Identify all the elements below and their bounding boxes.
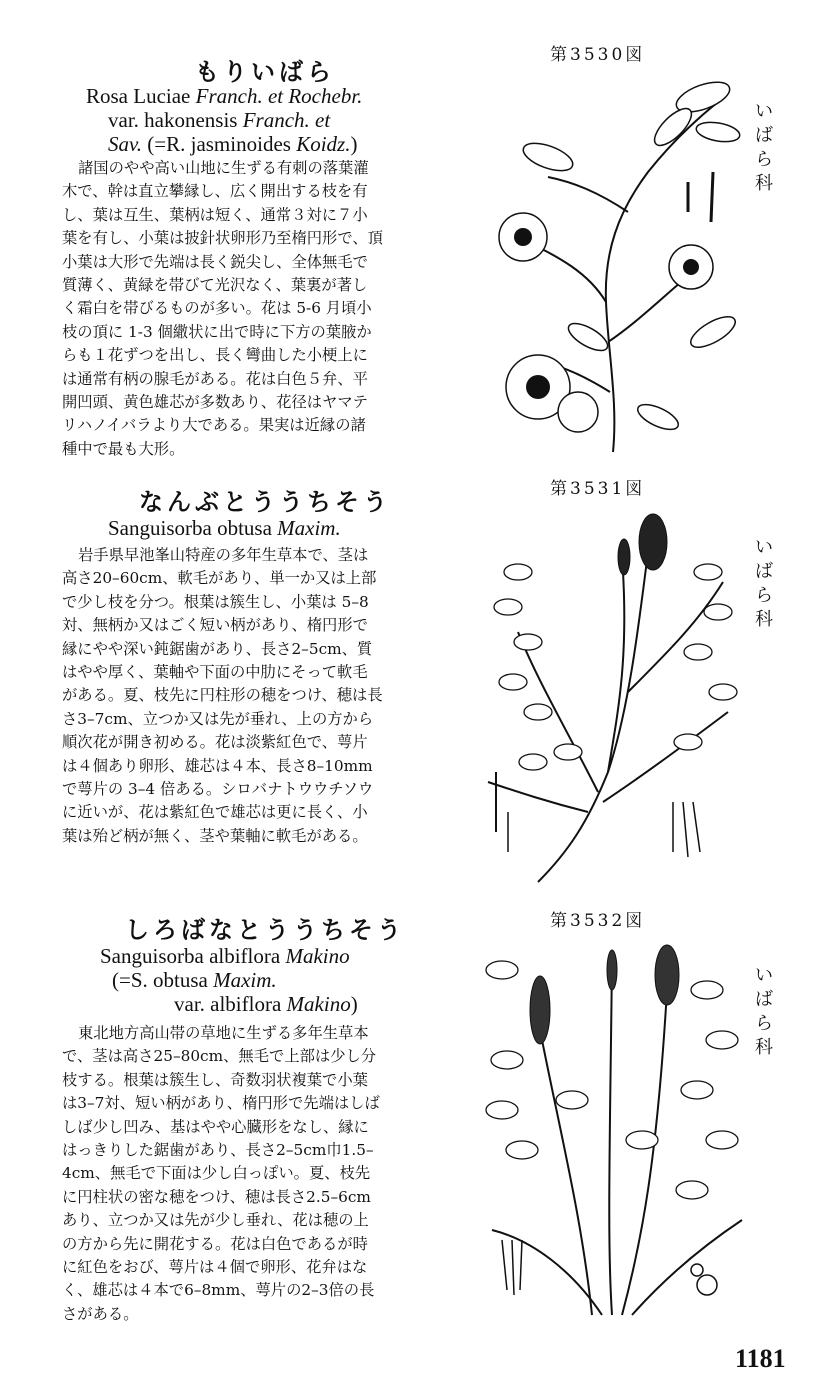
species-description: 東北地方高山帯の草地に生ずる多年生草本 で、茎は高さ25–80cm、無毛で上部は少し分 枝する。根葉は簇生し、奇数羽状複葉で小葉 は3–7対、短い柄があり、楕円形で先端はしば しば少し凹み、基はやや心臓形をなし、縁に はっきりした鋸歯があり、長さ2–5cm巾1.5– 4cm、無毛で下面は少し白っぽい。夏、枝先 に円柱状の密な穂をつけ、穂は長さ2.5–6cm あり、立つか又は先が少し垂れ、花は穂の上 の方から先に開花する。花は白色であるが時 に紅色をおび、萼片は４個で卵形、花弁はな く、雄芯は４本で6–8mm、萼片の2–3倍の長 さがある。: [62, 1024, 380, 1323]
species-japanese-name: もりいばら: [195, 58, 335, 86]
plant-family-label: い ば ら 科: [755, 965, 773, 1058]
species-japanese-name: なんぶとううちそう: [139, 488, 391, 516]
species-description: 岩手県早池峯山特産の多年生草本で、茎は 高さ20–60cm、軟毛があり、単一か又は上部 で少し枝を分つ。根葉は簇生し、小葉は 5–8 対、無柄か又はごく短い柄があり、楕円形で 縁にやや深い鈍鋸歯があり、長さ2–5cm、質 はやや厚く、葉軸や下面の中肋にそって軟毛 がある。夏、枝先に円柱形の穂をつけ、穂は長 さ3–7cm、立つか又は先が垂れ、上の方から 順次花が開き初める。花は淡紫紅色で、萼片 は４個あり卵形、雄芯は４本、長さ8–10mm で萼片の 3–4 倍ある。シロバナトウウチソウ に近いが、花は紫紅色で雄芯は更に長く、小 葉は殆ど柄が無く、茎や葉軸に軟毛がある。: [62, 546, 383, 845]
figure-label: 第3532図: [550, 911, 646, 931]
scientific-name-line: Rosa Luciae Franch. et Rochebr.: [86, 84, 363, 108]
figure-label: 第3530図: [550, 45, 646, 65]
scientific-name-line: var. hakonensis Franch. et: [108, 108, 331, 132]
plant-family-label: い ば ら 科: [755, 101, 773, 194]
species-description: 諸国のやや高い山地に生ずる有刺の落葉灌 木で、幹は直立攀縁し、広く開出する枝を有 し、葉は互生、葉柄は短く、通常３対に７小 葉を有し、小葉は披針状卵形乃至楕円形で、頂 小葉は大形で先端は長く鋭尖し、全体無毛で 質薄く、黄緑を帯びて光沢なく、葉裏が著し く霜白を帯びるものが多い。花は 5-6 月頃小 枝の頂に 1-3 個繖状に出で時に下方の葉腋か らも１花ずつを出し、長く彎曲した小梗上に は通常有柄の腺毛がある。花は白色５弁、平 開凹頭、黄色雄芯が多数あり、花径はヤマテ リハノイバラより大である。果実は近縁の諸 種中で最も大形。: [62, 159, 383, 458]
scientific-name-line: Sav. (=R. jasminoides Koidz.): [108, 132, 358, 156]
page-number: 1181: [735, 1344, 786, 1373]
rose-illustration: [478, 72, 748, 457]
species-japanese-name: しろばなとううちそう: [125, 916, 405, 944]
sanguisorba-albiflora-illustration: [482, 940, 750, 1320]
sanguisorba-obtusa-illustration: [478, 512, 748, 890]
scientific-name-line: Sanguisorba obtusa Maxim.: [108, 516, 341, 540]
plant-family-label: い ば ら 科: [755, 537, 773, 630]
figure-label: 第3531図: [550, 479, 646, 499]
scientific-name-line: var. albiflora Makino): [174, 992, 358, 1016]
scientific-name-line: Sanguisorba albiflora Makino: [100, 944, 350, 968]
scientific-name-line: (=S. obtusa Maxim.: [112, 968, 277, 992]
